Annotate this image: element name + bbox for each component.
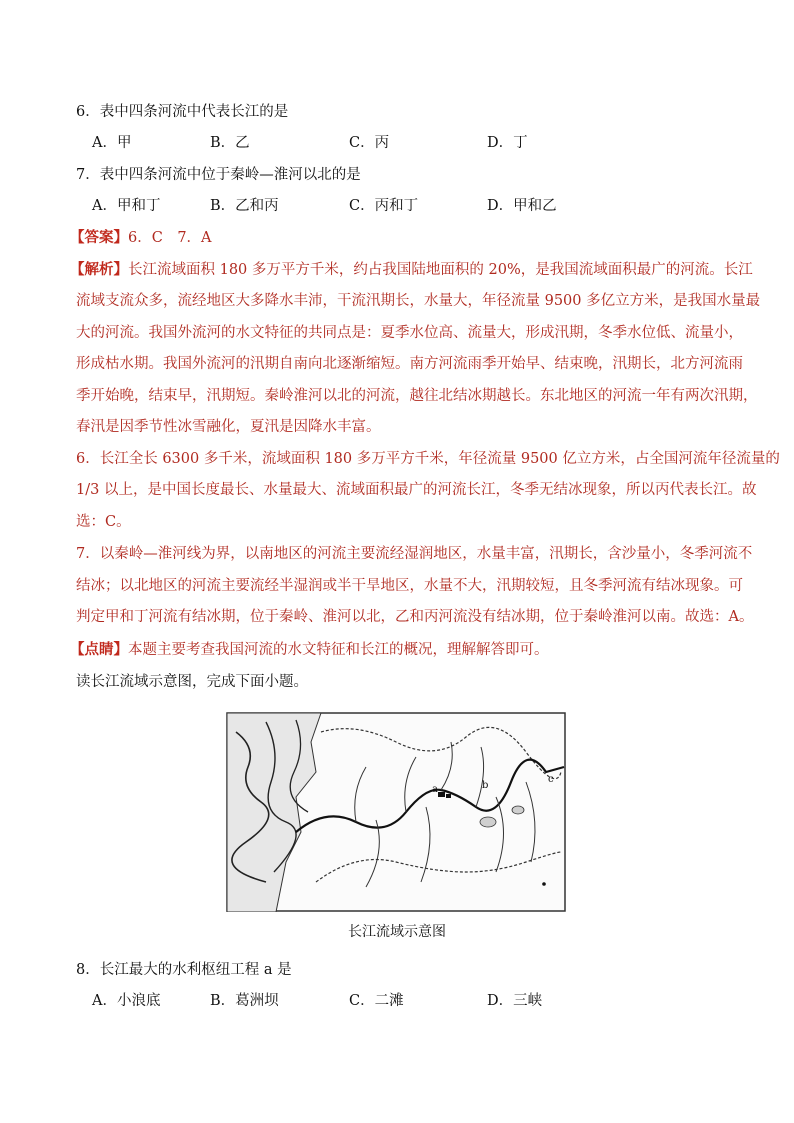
explain7-line-3: 判定甲和丁河流有结冰期，位于秦岭、淮河以北，乙和丙河流没有结冰期，位于秦岭淮河以南。故选：A。	[76, 609, 754, 625]
explain6-line-2: 1/3 以上，是中国长度最长、水量最大、流域面积最广的河流长江，冬季无结冰现象，所以丙代表长江。故	[76, 482, 757, 498]
answer-tag: 【答案】	[70, 229, 128, 246]
answer-line	[70, 228, 212, 248]
map-label-a: a	[432, 784, 438, 795]
q8-option-d: D．三峡	[487, 993, 543, 1009]
q7-option-c: C．丙和丁	[349, 198, 419, 214]
explain7-line-1: 7．以秦岭—淮河线为界，以南地区的河流主要流经湿润地区，水量丰富，汛期长，含沙量小，冬季河流不	[76, 546, 753, 562]
q8-option-a: A．小浪底	[92, 993, 161, 1009]
q6-stem: 6．表中四条河流中代表长江的是	[76, 104, 289, 120]
analysis-text-1: 长江流域面积 180 多万平方千米，约占我国陆地面积的 20%，是我国流域面积最广的河流。长江	[128, 262, 753, 278]
q7-stem: 7．表中四条河流中位于秦岭—淮河以北的是	[76, 167, 361, 183]
analysis-line-4: 形成枯水期。我国外流河的汛期自南向北逐渐缩短。南方河流雨季开始早、结束晚，汛期长，北方河流雨	[76, 356, 743, 372]
map-intro: 读长江流域示意图，完成下面小题。	[76, 674, 308, 690]
comment-tag: 【点睛】	[70, 641, 128, 658]
explain6-line-3: 选：C。	[76, 514, 131, 530]
comment-text: 本题主要考查我国河流的水文特征和长江的概况，理解解答即可。	[128, 642, 549, 658]
comment-line	[70, 640, 549, 660]
analysis-line-2: 流域支流众多，流经地区大多降水丰沛，干流汛期长，水量大，年径流量 9500 多亿立方米，是我国水量最	[76, 293, 761, 309]
yangtze-basin-map	[226, 712, 566, 912]
explain7-line-2: 结冰；以北地区的河流主要流经半湿润或半干旱地区，水量不大，汛期较短，且冬季河流有结冰现象。可	[76, 578, 743, 594]
q7-option-a: A．甲和丁	[92, 198, 161, 214]
analysis-line-3: 大的河流。我国外流河的水文特征的共同点是：夏季水位高、流量大，形成汛期，冬季水位低、流量小，	[76, 325, 743, 341]
map-caption: 长江流域示意图	[348, 924, 446, 940]
q6-option-c: C．丙	[349, 135, 390, 151]
q7-option-b: B．乙和丙	[210, 198, 279, 214]
explain6-line-1: 6．长江全长 6300 多千米，流域面积 180 多万平方千米，年径流量 9500 亿立方米，占全国河流年径流量的	[76, 451, 780, 467]
map-label-b: b	[482, 780, 489, 791]
q8-option-c: C．二滩	[349, 993, 404, 1009]
q6-option-b: B．乙	[210, 135, 250, 151]
q8-option-b: B．葛洲坝	[210, 993, 279, 1009]
analysis-line-5: 季开始晚，结束早，汛期短。秦岭淮河以北的河流，越往北结冰期越长。东北地区的河流一年有两次汛期，	[76, 388, 758, 404]
q7-option-d: D．甲和乙	[487, 198, 557, 214]
q8-stem: 8．长江最大的水利枢纽工程 a 是	[76, 962, 292, 978]
analysis-tag: 【解析】	[70, 261, 128, 278]
q6-option-a: A．甲	[92, 135, 132, 151]
map-label-c: c	[548, 774, 554, 785]
analysis-line-1	[70, 260, 753, 280]
answer-text: 6．C 7．A	[128, 230, 212, 246]
analysis-line-6: 春汛是因季节性冰雪融化，夏汛是因降水丰富。	[76, 419, 381, 435]
q6-option-d: D．丁	[487, 135, 528, 151]
